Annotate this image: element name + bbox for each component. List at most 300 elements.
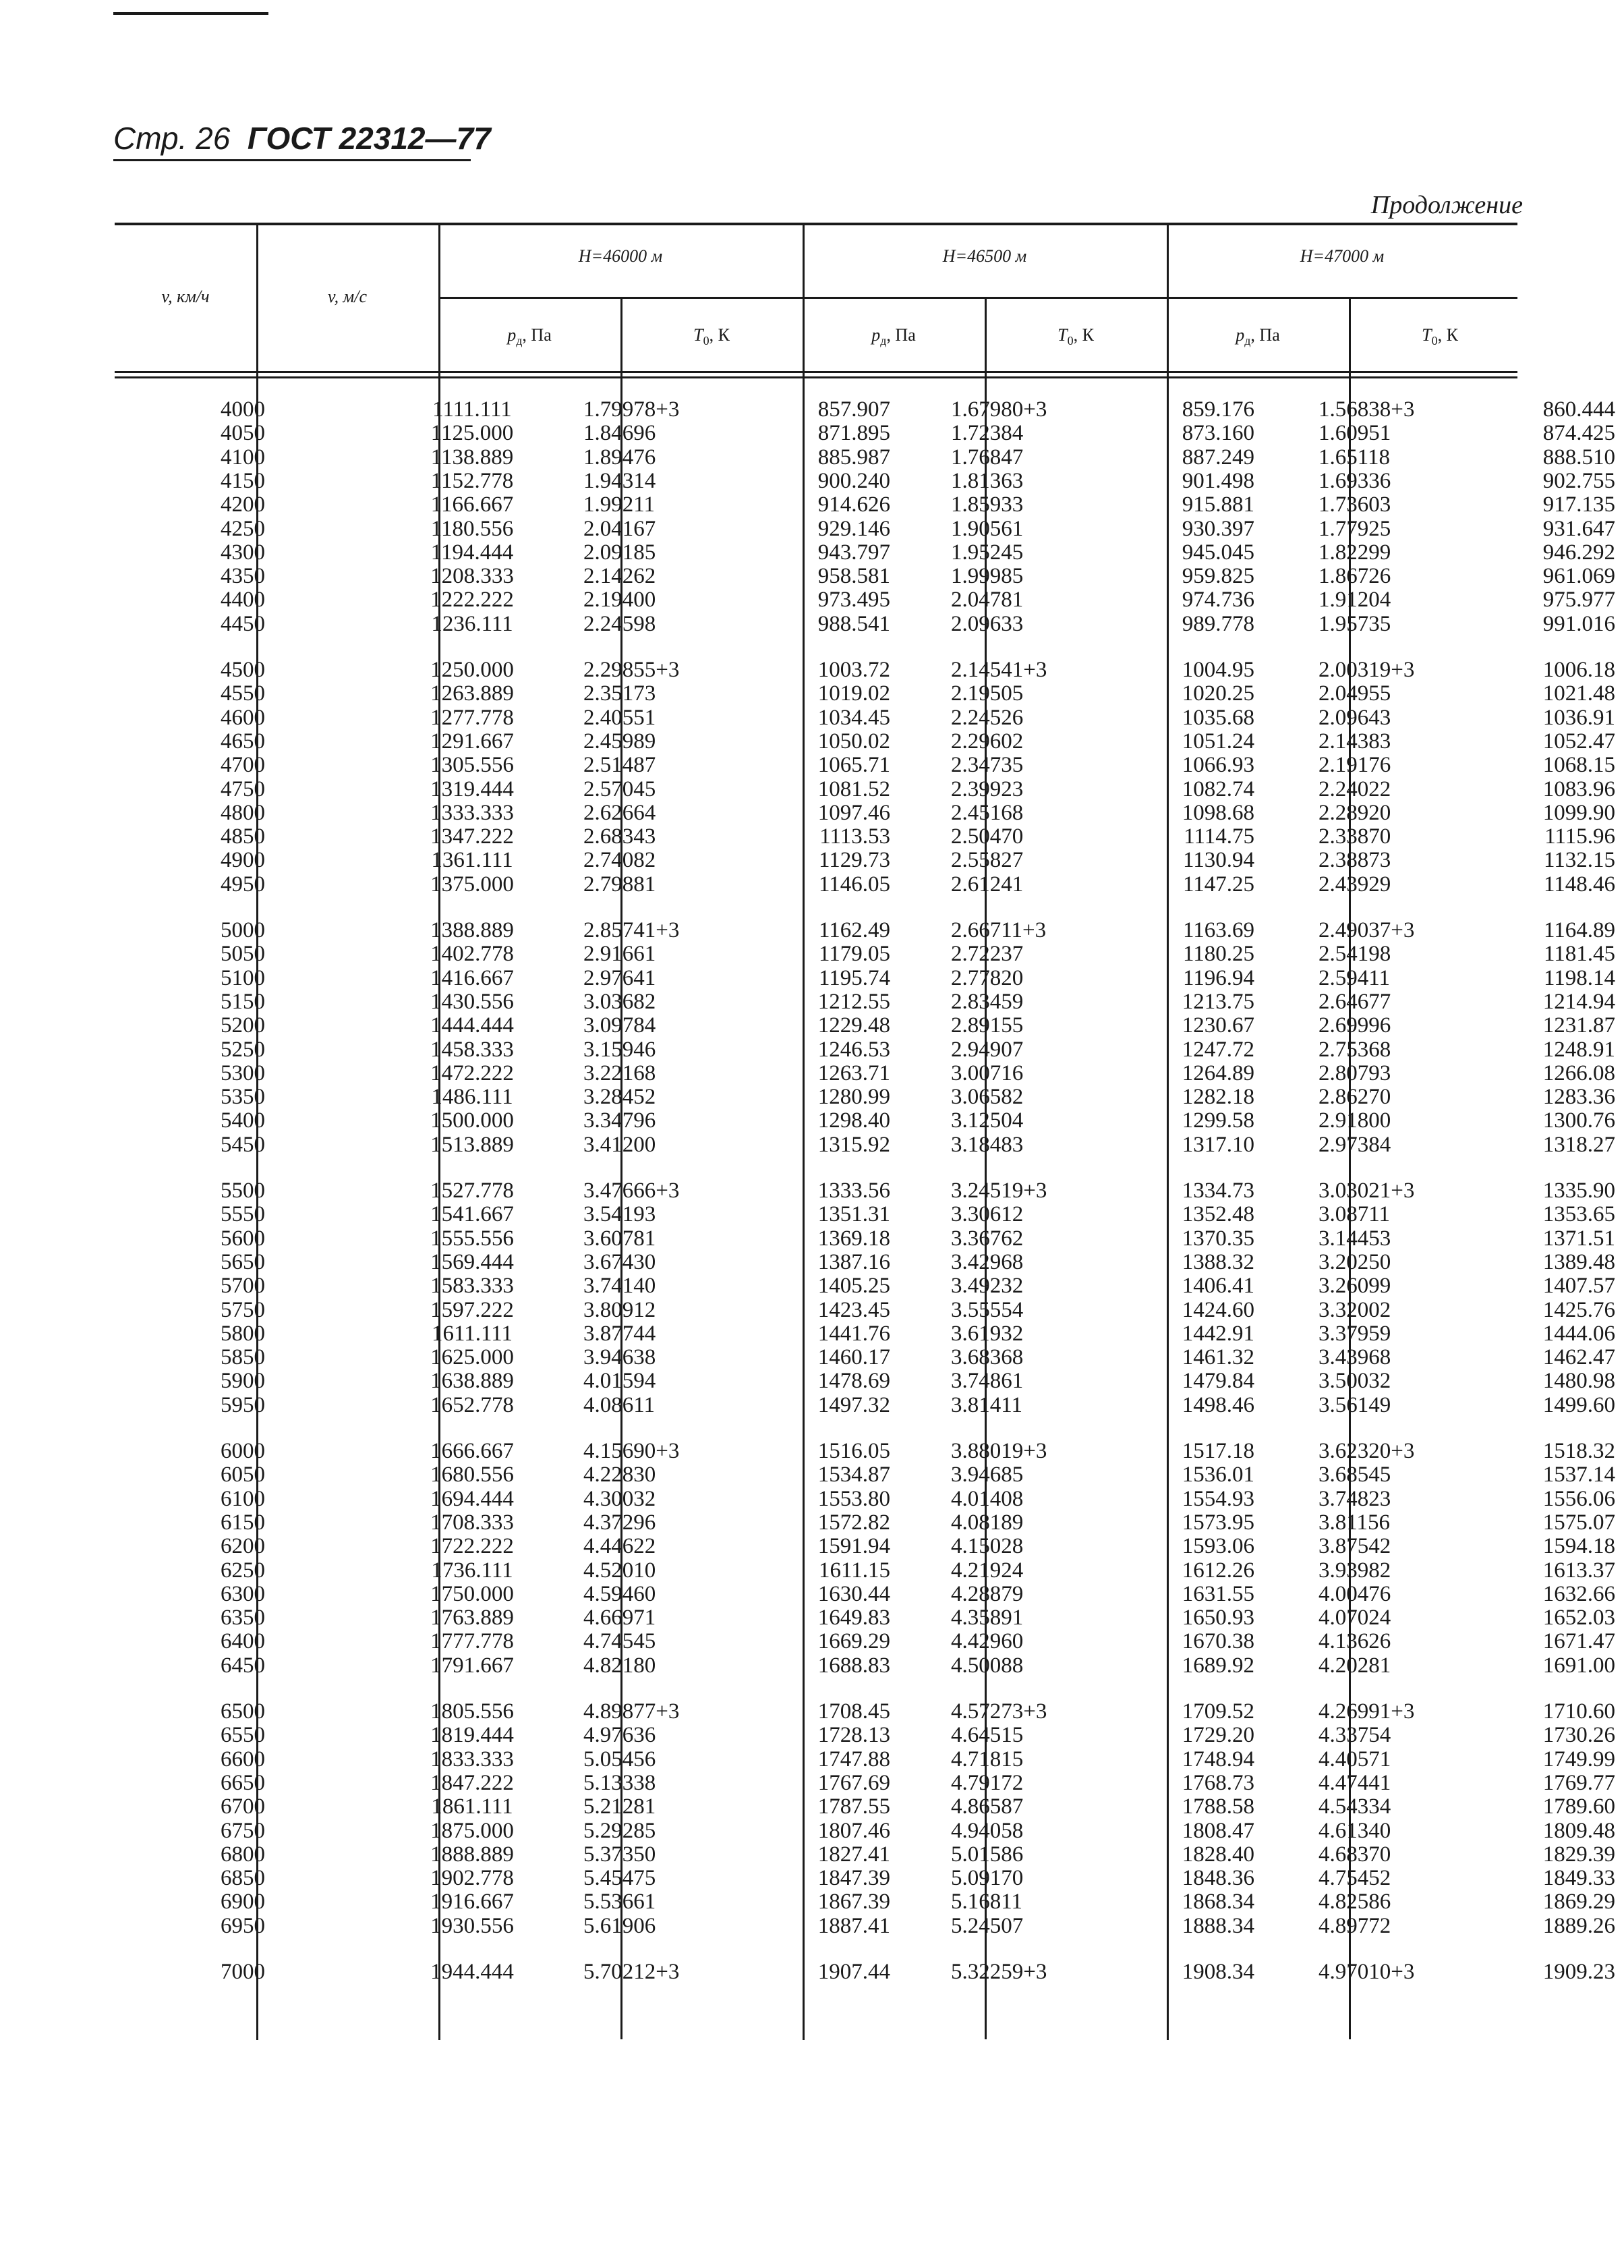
cell-temp-46500: 1051.24 — [1182, 729, 1254, 754]
cell-v-ms: 1277.778 — [430, 705, 514, 730]
cell-pressure-46500: 3.74861 — [951, 1369, 1024, 1394]
cell-pressure-47000: 2.54198 — [1318, 942, 1391, 967]
cell-v-ms: 1222.222 — [430, 588, 514, 613]
cell-temp-47000: 1181.45 — [1543, 942, 1615, 967]
cell-pressure-46500: 2.94907 — [951, 1037, 1024, 1062]
cell-v-kmh: 5650 — [221, 1249, 265, 1274]
cell-pressure-46500: 5.24507 — [951, 1913, 1024, 1938]
cell-temp-46000: 1423.45 — [817, 1297, 890, 1322]
cell-pressure-46000: 4.08611 — [583, 1392, 656, 1417]
cell-temp-46500: 1888.34 — [1182, 1913, 1254, 1938]
header-v-kmh-text: v, км/ч — [161, 287, 210, 306]
cell-temp-46500: 1788.58 — [1182, 1794, 1254, 1819]
cell-temp-46500: 959.825 — [1182, 564, 1254, 589]
standard-number: ГОСТ 22312—77 — [247, 121, 491, 156]
cell-temp-47000: 1537.14 — [1542, 1463, 1615, 1487]
cell-temp-46000: 1263.71 — [817, 1060, 890, 1085]
cell-temp-46000: 1003.72 — [817, 658, 890, 682]
cell-v-kmh: 6100 — [221, 1486, 265, 1511]
cell-v-kmh: 5550 — [221, 1202, 265, 1227]
cell-temp-47000: 1052.47 — [1542, 729, 1615, 754]
cell-temp-46000: 1050.02 — [817, 729, 890, 754]
cell-pressure-46000: 3.60781 — [583, 1226, 656, 1251]
cell-v-ms: 1430.556 — [430, 989, 514, 1014]
cell-temp-47000: 1480.98 — [1542, 1369, 1615, 1394]
cell-temp-46000: 1333.56 — [817, 1179, 890, 1203]
cell-pressure-47000: 4.61340 — [1318, 1818, 1391, 1843]
cell-pressure-46000: 4.66971 — [583, 1606, 656, 1631]
cell-temp-47000: 1909.23 — [1542, 1960, 1615, 1984]
cell-temp-47000: 1353.65 — [1542, 1202, 1615, 1227]
cell-pressure-46500: 5.09170 — [951, 1866, 1024, 1891]
cell-temp-46500: 1593.06 — [1182, 1534, 1254, 1559]
cell-temp-47000: 1231.87 — [1542, 1013, 1615, 1038]
cell-temp-46500: 1299.58 — [1182, 1108, 1254, 1133]
cell-pressure-47000: 3.37959 — [1318, 1321, 1391, 1346]
cell-v-kmh: 6200 — [221, 1534, 265, 1559]
cell-v-ms: 1875.000 — [430, 1818, 514, 1843]
cell-v-kmh: 4800 — [221, 800, 265, 825]
cell-pressure-47000: 3.32002 — [1318, 1297, 1391, 1322]
header-temperature: $T_0$, К — [693, 325, 730, 347]
cell-temp-47000: 1671.47 — [1542, 1629, 1615, 1654]
cell-temp-47000: 1444.06 — [1542, 1321, 1615, 1346]
cell-v-kmh: 4150 — [221, 468, 265, 493]
cell-pressure-47000: 2.59411 — [1318, 965, 1391, 990]
cell-pressure-47000: 4.07024 — [1318, 1606, 1391, 1631]
cell-temp-47000: 1164.89 — [1543, 918, 1615, 942]
cell-v-kmh: 5000 — [221, 918, 265, 942]
cell-v-kmh: 5750 — [221, 1297, 265, 1322]
cell-temp-47000: 1769.77 — [1542, 1770, 1615, 1795]
cell-pressure-47000: 2.97384 — [1318, 1132, 1391, 1157]
cell-pressure-47000: 3.62320+3 — [1318, 1439, 1415, 1463]
cell-temp-47000: 1248.91 — [1542, 1037, 1615, 1062]
cell-temp-47000: 931.647 — [1542, 516, 1615, 541]
cell-temp-46000: 1113.53 — [819, 824, 890, 849]
cell-pressure-46000: 2.04167 — [583, 516, 656, 541]
cell-v-kmh: 6250 — [221, 1558, 265, 1583]
cell-temp-47000: 1099.90 — [1542, 800, 1615, 825]
cell-v-ms: 1791.667 — [430, 1653, 514, 1678]
cell-temp-47000: 1036.91 — [1542, 705, 1615, 730]
header-v-ms — [256, 287, 438, 307]
cell-pressure-46500: 4.35891 — [951, 1606, 1024, 1631]
cell-pressure-46000: 3.41200 — [583, 1132, 656, 1157]
cell-temp-46000: 1907.44 — [817, 1960, 890, 1984]
cell-temp-46500: 1709.52 — [1182, 1699, 1254, 1724]
cell-pressure-47000: 3.43968 — [1318, 1345, 1391, 1370]
cell-temp-47000: 1849.33 — [1542, 1866, 1615, 1891]
cell-v-kmh: 5050 — [221, 942, 265, 967]
cell-v-kmh: 6300 — [221, 1581, 265, 1606]
cell-pressure-46000: 4.82180 — [583, 1653, 656, 1678]
header-altitude-3 — [1167, 246, 1517, 266]
cell-pressure-46000: 3.28452 — [583, 1085, 656, 1110]
cell-pressure-47000: 2.86270 — [1318, 1085, 1391, 1110]
cell-pressure-47000: 3.50032 — [1318, 1369, 1391, 1394]
cell-temp-46000: 914.626 — [817, 492, 890, 517]
cell-v-ms: 1291.667 — [430, 729, 514, 754]
cell-v-ms: 1444.444 — [430, 1013, 514, 1038]
cell-pressure-47000: 4.54334 — [1318, 1794, 1391, 1819]
cell-v-ms: 1194.444 — [430, 540, 514, 565]
cell-pressure-46500: 3.49232 — [951, 1274, 1024, 1299]
cell-pressure-46500: 2.55827 — [951, 848, 1024, 873]
cell-pressure-47000: 3.20250 — [1318, 1249, 1391, 1274]
cell-pressure-46500: 2.72237 — [951, 942, 1024, 967]
cell-v-ms: 1236.111 — [431, 611, 513, 636]
cell-temp-46500: 1828.40 — [1182, 1842, 1254, 1867]
cell-temp-46500: 1264.89 — [1182, 1060, 1254, 1085]
cell-pressure-46500: 4.86587 — [951, 1794, 1024, 1819]
cell-pressure-47000: 1.95735 — [1318, 611, 1391, 636]
cell-pressure-47000: 1.56838+3 — [1318, 397, 1415, 422]
cell-v-ms: 1930.556 — [430, 1913, 514, 1938]
cell-pressure-47000: 2.38873 — [1318, 848, 1391, 873]
cell-pressure-46500: 4.21924 — [951, 1558, 1024, 1583]
cell-temp-47000: 888.510 — [1542, 445, 1615, 470]
cell-temp-46000: 1747.88 — [817, 1747, 890, 1771]
cell-temp-46500: 1689.92 — [1182, 1653, 1254, 1678]
cell-temp-47000: 860.444 — [1542, 397, 1615, 422]
cell-pressure-46500: 3.12504 — [951, 1108, 1024, 1133]
cell-v-kmh: 6900 — [221, 1890, 265, 1915]
header-temperature: $T_0$, К — [1422, 325, 1458, 347]
cell-temp-46000: 1387.16 — [817, 1249, 890, 1274]
cell-pressure-46000: 1.94314 — [583, 468, 656, 493]
cell-v-ms: 1708.333 — [430, 1510, 514, 1535]
cell-temp-46500: 1517.18 — [1182, 1439, 1254, 1463]
cell-temp-46000: 1212.55 — [817, 989, 890, 1014]
cell-temp-46000: 1405.25 — [817, 1274, 890, 1299]
cell-v-ms: 1125.000 — [430, 421, 514, 446]
cell-temp-46000: 1847.39 — [817, 1866, 890, 1891]
cell-pressure-46500: 1.99985 — [951, 564, 1024, 589]
cell-v-ms: 1611.111 — [431, 1321, 513, 1346]
cell-v-kmh: 5300 — [221, 1060, 265, 1085]
cell-v-ms: 1750.000 — [430, 1581, 514, 1606]
cell-pressure-46500: 2.34735 — [951, 753, 1024, 778]
cell-temp-47000: 1148.46 — [1543, 872, 1615, 897]
cell-pressure-46000: 3.87744 — [583, 1321, 656, 1346]
cell-temp-47000: 917.135 — [1542, 492, 1615, 517]
cell-pressure-46000: 5.53661 — [583, 1890, 656, 1915]
cell-temp-46500: 1406.41 — [1182, 1274, 1254, 1299]
cell-pressure-47000: 2.00319+3 — [1318, 658, 1415, 682]
cell-temp-47000: 1518.32 — [1542, 1439, 1615, 1463]
header-v-kmh — [115, 287, 256, 307]
cell-pressure-47000: 1.91204 — [1318, 588, 1391, 613]
cell-temp-46000: 1129.73 — [818, 848, 890, 873]
cell-temp-47000: 1389.48 — [1542, 1249, 1615, 1274]
cell-v-ms: 1458.333 — [430, 1037, 514, 1062]
cell-temp-46000: 1146.05 — [818, 872, 890, 897]
header-temperature: $T_0$, К — [1057, 325, 1094, 347]
cell-temp-47000: 975.977 — [1542, 588, 1615, 613]
cell-temp-46500: 1536.01 — [1182, 1463, 1254, 1487]
cell-temp-46500: 887.249 — [1182, 445, 1254, 470]
altitude-1-text: H=46000 м — [578, 246, 663, 266]
cell-temp-46500: 1498.46 — [1182, 1392, 1254, 1417]
cell-pressure-46000: 2.79881 — [583, 872, 656, 897]
cell-pressure-46500: 2.89155 — [951, 1013, 1024, 1038]
cell-pressure-46000: 5.61906 — [583, 1913, 656, 1938]
cell-v-ms: 1569.444 — [430, 1249, 514, 1274]
cell-v-kmh: 6450 — [221, 1653, 265, 1678]
cell-pressure-46500: 2.04781 — [951, 588, 1024, 613]
cell-pressure-46000: 2.97641 — [583, 965, 656, 990]
cell-temp-46000: 1162.49 — [818, 918, 890, 942]
cell-pressure-47000: 4.89772 — [1318, 1913, 1391, 1938]
cell-pressure-46500: 4.71815 — [951, 1747, 1024, 1771]
cell-pressure-46500: 3.00716 — [951, 1060, 1024, 1085]
cell-v-ms: 1166.667 — [430, 492, 514, 517]
cell-temp-47000: 1021.48 — [1542, 681, 1615, 706]
cell-pressure-46500: 3.81411 — [951, 1392, 1023, 1417]
cell-pressure-47000: 4.33754 — [1318, 1723, 1391, 1748]
cell-temp-46500: 1729.20 — [1182, 1723, 1254, 1748]
cell-v-kmh: 4750 — [221, 776, 265, 801]
cell-temp-46500: 1230.67 — [1182, 1013, 1254, 1038]
cell-v-ms: 1305.556 — [430, 753, 514, 778]
cell-temp-46500: 1163.69 — [1182, 918, 1254, 942]
cell-temp-46000: 1497.32 — [817, 1392, 890, 1417]
cell-pressure-47000: 3.26099 — [1318, 1274, 1391, 1299]
cell-pressure-46000: 1.84696 — [583, 421, 656, 446]
cell-pressure-46500: 4.57273+3 — [951, 1699, 1047, 1724]
cell-pressure-46000: 3.03682 — [583, 989, 656, 1014]
cell-pressure-47000: 4.20281 — [1318, 1653, 1391, 1678]
header-altitude-2 — [803, 246, 1167, 266]
cell-v-ms: 1486.111 — [431, 1085, 513, 1110]
cell-temp-47000: 1425.76 — [1542, 1297, 1615, 1322]
cell-temp-47000: 1499.60 — [1542, 1392, 1615, 1417]
cell-v-kmh: 5500 — [221, 1179, 265, 1203]
cell-v-kmh: 6150 — [221, 1510, 265, 1535]
cell-temp-46000: 1246.53 — [817, 1037, 890, 1062]
cell-pressure-46000: 2.40551 — [583, 705, 656, 730]
cell-temp-46000: 1195.74 — [818, 965, 890, 990]
cell-pressure-46000: 2.57045 — [583, 776, 656, 801]
cell-pressure-47000: 4.40571 — [1318, 1747, 1391, 1771]
cell-temp-46000: 1441.76 — [817, 1321, 890, 1346]
cell-pressure-46500: 1.67980+3 — [951, 397, 1047, 422]
cell-v-ms: 1472.222 — [430, 1060, 514, 1085]
cell-v-kmh: 4250 — [221, 516, 265, 541]
cell-pressure-46500: 2.61241 — [951, 872, 1024, 897]
cell-v-kmh: 4400 — [221, 588, 265, 613]
cell-temp-47000: 1613.37 — [1542, 1558, 1615, 1583]
cell-temp-46500: 1868.34 — [1182, 1890, 1254, 1915]
cell-temp-46500: 873.160 — [1182, 421, 1254, 446]
cell-pressure-46500: 3.55554 — [951, 1297, 1024, 1322]
cell-temp-47000: 946.292 — [1542, 540, 1615, 565]
cell-temp-47000: 1115.96 — [1544, 824, 1615, 849]
cell-temp-47000: 874.425 — [1542, 421, 1615, 446]
cell-temp-47000: 1749.99 — [1542, 1747, 1615, 1771]
cell-v-kmh: 4950 — [221, 872, 265, 897]
cell-pressure-46500: 3.24519+3 — [951, 1179, 1047, 1203]
cell-pressure-47000: 2.43929 — [1318, 872, 1391, 897]
page-number: Стр. 26 — [113, 121, 231, 156]
cell-v-kmh: 6400 — [221, 1629, 265, 1654]
cell-pressure-47000: 4.75452 — [1318, 1866, 1391, 1891]
header-bottom-rule-2 — [115, 376, 1517, 378]
cell-v-ms: 1847.222 — [430, 1770, 514, 1795]
cell-v-ms: 1916.667 — [430, 1890, 514, 1915]
cell-pressure-46000: 2.35173 — [583, 681, 656, 706]
cell-temp-47000: 1809.48 — [1542, 1818, 1615, 1843]
cell-pressure-47000: 2.24022 — [1318, 776, 1391, 801]
cell-pressure-47000: 1.82299 — [1318, 540, 1391, 565]
cell-pressure-47000: 1.86726 — [1318, 564, 1391, 589]
cell-temp-47000: 1730.26 — [1542, 1723, 1615, 1748]
cell-temp-47000: 1462.47 — [1542, 1345, 1615, 1370]
cell-temp-46500: 1612.26 — [1182, 1558, 1254, 1583]
cell-v-kmh: 5900 — [221, 1369, 265, 1394]
cell-temp-46500: 1035.68 — [1182, 705, 1254, 730]
cell-v-ms: 1763.889 — [430, 1606, 514, 1631]
cell-temp-46500: 1352.48 — [1182, 1202, 1254, 1227]
cell-pressure-46500: 2.19505 — [951, 681, 1024, 706]
cell-pressure-46000: 2.14262 — [583, 564, 656, 589]
cell-v-ms: 1180.556 — [430, 516, 514, 541]
cell-temp-47000: 1691.00 — [1542, 1653, 1615, 1678]
cell-temp-46000: 885.987 — [817, 445, 890, 470]
cell-pressure-46500: 4.01408 — [951, 1486, 1024, 1511]
cell-temp-46500: 1908.34 — [1182, 1960, 1254, 1984]
cell-temp-46500: 915.881 — [1182, 492, 1254, 517]
cell-pressure-47000: 1.77925 — [1318, 516, 1391, 541]
cell-pressure-46000: 4.59460 — [583, 1581, 656, 1606]
cell-pressure-46500: 2.83459 — [951, 989, 1024, 1014]
cell-v-ms: 1541.667 — [430, 1202, 514, 1227]
cell-v-ms: 1361.111 — [431, 848, 513, 873]
cell-temp-46500: 1554.93 — [1182, 1486, 1254, 1511]
cell-v-ms: 1402.778 — [430, 942, 514, 967]
cell-temp-46500: 1442.91 — [1182, 1321, 1254, 1346]
cell-pressure-46500: 4.64515 — [951, 1723, 1024, 1748]
cell-temp-46000: 1669.29 — [817, 1629, 890, 1654]
cell-pressure-46000: 4.37296 — [583, 1510, 656, 1535]
cell-pressure-46000: 3.34796 — [583, 1108, 656, 1133]
cell-v-kmh: 4200 — [221, 492, 265, 517]
cell-pressure-47000: 2.75368 — [1318, 1037, 1391, 1062]
header-pressure: $p_д$, Па — [871, 325, 916, 347]
cell-pressure-47000: 1.65118 — [1318, 445, 1391, 470]
cell-temp-46000: 1019.02 — [817, 681, 890, 706]
cell-temp-46500: 1098.68 — [1182, 800, 1254, 825]
cell-v-ms: 1819.444 — [430, 1723, 514, 1748]
cell-pressure-46500: 2.09633 — [951, 611, 1024, 636]
cell-temp-46000: 1572.82 — [817, 1510, 890, 1535]
cell-temp-47000: 1652.03 — [1542, 1606, 1615, 1631]
cell-temp-46500: 1196.94 — [1182, 965, 1254, 990]
cell-temp-46500: 1388.32 — [1182, 1249, 1254, 1274]
cell-pressure-46500: 1.95245 — [951, 540, 1024, 565]
cell-temp-47000: 1198.14 — [1543, 965, 1615, 990]
cell-v-kmh: 6950 — [221, 1913, 265, 1938]
cell-temp-46500: 1573.95 — [1182, 1510, 1254, 1535]
cell-pressure-47000: 3.81156 — [1318, 1510, 1391, 1535]
cell-v-kmh: 6700 — [221, 1794, 265, 1819]
cell-v-kmh: 6000 — [221, 1439, 265, 1463]
cell-pressure-46500: 4.15028 — [951, 1534, 1024, 1559]
cell-v-kmh: 5450 — [221, 1132, 265, 1157]
cell-temp-46000: 1630.44 — [817, 1581, 890, 1606]
cell-pressure-46000: 2.29855+3 — [583, 658, 680, 682]
cell-temp-46500: 1247.72 — [1182, 1037, 1254, 1062]
cell-temp-46000: 1728.13 — [817, 1723, 890, 1748]
cell-v-kmh: 5150 — [221, 989, 265, 1014]
cell-temp-46000: 1708.45 — [817, 1699, 890, 1724]
cell-temp-47000: 1829.39 — [1542, 1842, 1615, 1867]
cell-pressure-46000: 1.99211 — [583, 492, 656, 517]
cell-v-ms: 1861.111 — [431, 1794, 513, 1819]
cell-v-kmh: 5700 — [221, 1274, 265, 1299]
cell-pressure-46000: 3.74140 — [583, 1274, 656, 1299]
cell-temp-46000: 1179.05 — [818, 942, 890, 967]
cell-pressure-46000: 3.80912 — [583, 1297, 656, 1322]
cell-temp-46500: 1213.75 — [1182, 989, 1254, 1014]
cell-temp-47000: 1789.60 — [1542, 1794, 1615, 1819]
cell-temp-47000: 1869.29 — [1542, 1890, 1615, 1915]
cell-pressure-46500: 3.88019+3 — [951, 1439, 1047, 1463]
cell-pressure-46000: 1.89476 — [583, 445, 656, 470]
cell-temp-47000: 1556.06 — [1542, 1486, 1615, 1511]
cell-pressure-46000: 2.09185 — [583, 540, 656, 565]
cell-v-ms: 1902.778 — [430, 1866, 514, 1891]
cell-temp-46000: 1611.15 — [818, 1558, 890, 1583]
cell-temp-46000: 973.495 — [817, 588, 890, 613]
cell-temp-46500: 1479.84 — [1182, 1369, 1254, 1394]
cell-temp-46000: 1867.39 — [817, 1890, 890, 1915]
cell-v-kmh: 6600 — [221, 1747, 265, 1771]
cell-v-kmh: 6500 — [221, 1699, 265, 1724]
cell-temp-47000: 1083.96 — [1542, 776, 1615, 801]
cell-pressure-46500: 3.06582 — [951, 1085, 1024, 1110]
cell-temp-46500: 1808.47 — [1182, 1818, 1254, 1843]
cell-temp-47000: 1068.15 — [1542, 753, 1615, 778]
cell-temp-46500: 1424.60 — [1182, 1297, 1254, 1322]
cell-pressure-47000: 2.64677 — [1318, 989, 1391, 1014]
cell-pressure-46500: 2.39923 — [951, 776, 1024, 801]
cell-v-kmh: 5850 — [221, 1345, 265, 1370]
cell-v-ms: 1208.333 — [430, 564, 514, 589]
cell-temp-46500: 1066.93 — [1182, 753, 1254, 778]
cell-temp-46000: 900.240 — [817, 468, 890, 493]
cell-v-ms: 1347.222 — [430, 824, 514, 849]
cell-pressure-46000: 5.70212+3 — [583, 1960, 680, 1984]
cell-temp-46000: 871.895 — [817, 421, 890, 446]
cell-temp-47000: 1335.90 — [1542, 1179, 1615, 1203]
cell-pressure-47000: 3.74823 — [1318, 1486, 1391, 1511]
cell-pressure-46500: 3.18483 — [951, 1132, 1024, 1157]
cell-pressure-46500: 5.32259+3 — [951, 1960, 1047, 1984]
cell-temp-46500: 1317.10 — [1182, 1132, 1254, 1157]
cell-pressure-46000: 3.54193 — [583, 1202, 656, 1227]
cell-pressure-46000: 2.51487 — [583, 753, 656, 778]
cell-pressure-46000: 4.52010 — [583, 1558, 656, 1583]
cell-pressure-47000: 3.14453 — [1318, 1226, 1391, 1251]
data-table — [115, 0, 1615, 2268]
cell-pressure-46000: 5.37350 — [583, 1842, 656, 1867]
cell-temp-47000: 1594.18 — [1542, 1534, 1615, 1559]
cell-v-kmh: 4300 — [221, 540, 265, 565]
cell-temp-47000: 1132.15 — [1543, 848, 1615, 873]
cell-v-ms: 1638.889 — [430, 1369, 514, 1394]
